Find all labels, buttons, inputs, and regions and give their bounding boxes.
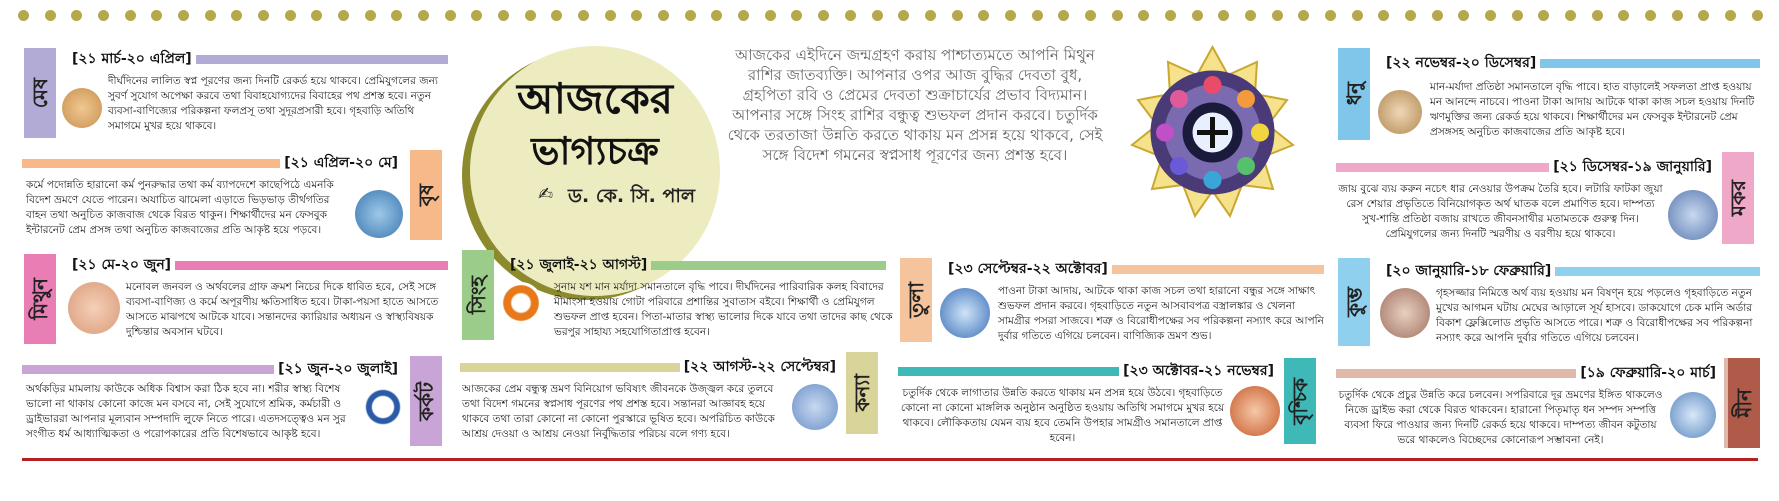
border-dot [1325,10,1336,21]
sign-header-singha [506,254,886,276]
border-dot [471,10,482,21]
border-dot [1672,10,1683,21]
sign-tab-dhanu: ধনু [1338,48,1370,140]
sign-text-tula: পাওনা টাকা আদায়, আটকে থাকা কাজ সচল তথা হারানো বন্ধুর সঙ্গে সাক্ষাৎ শুভফল প্রদান করবে। গৃহবাড়িতে নতুন আসবাবপত্র বস্ত্রালঙ্কার ও খেলনা সামগ্রীর পসরা সাজবে। শত্রু ও বিরোধীপক্ষের সব পরিকল্পনা নস্যাৎ করে আপনি দুর্বার গতিতে এগিয়ে চলবেন। বাণিজ্যিক ভ্রমণ শুভ। [998,285,1324,342]
border-dot [205,10,216,21]
border-dot [1085,10,1096,21]
border-dot [1192,10,1203,21]
sign-tab-mithun: মিথুন [24,254,56,344]
border-dot [498,10,509,21]
border-dot [1218,10,1229,21]
fish-icon [1670,392,1716,438]
sign-tab-kumbha: কুম্ভ [1338,258,1370,346]
border-dot [285,10,296,21]
border-dot [551,10,562,21]
sign-header-kanya [460,356,840,378]
border-dot [1405,10,1416,21]
sign-header-brish [22,152,402,174]
border-dot [818,10,829,21]
sign-header-karkat [22,358,402,380]
sign-date: [২০ জানুয়ারি-১৮ ফেব্রুয়ারি] [1386,263,1552,279]
sign-date: [২১ ডিসেম্বর-১৯ জানুয়ারি] [1553,159,1712,175]
border-dot [1032,10,1043,21]
border-dot [845,10,856,21]
border-dot [178,10,189,21]
border-dot [338,10,349,21]
border-dot [765,10,776,21]
border-dot [1138,10,1149,21]
virgin-icon [792,384,838,430]
sign-text-mithun: মনোবল জনবল ও অর্থবলের গ্রাফ ক্রমশ নিচের দিকে ধাবিত হবে, সেই সঙ্গে ব্যবসা-বাণিজ্য ও কর্মে অপূরণীয় ক্ষতিসাধিত হবে। টাকা-পয়সা হাতে আসতে আসতে মাঝপথে আটকে যাবে। সন্তানদের ক্যারিয়ার অধ্যয়ন ও স্বাস্থ্যবিষয়ক দুশ্চিন্তার অবসান ঘটবে। [126,281,439,338]
border-dot [525,10,536,21]
border-dot [1272,10,1283,21]
border-dot [685,10,696,21]
water-bearer-icon [1380,288,1430,338]
zodiac-wheel-icon [1125,45,1300,220]
bull-icon [355,190,403,238]
sign-header-meen [1336,362,1720,384]
border-dot [898,10,909,21]
border-dot [1112,10,1123,21]
sign-tab-makar: মকর [1722,152,1754,244]
border-dot [231,10,242,21]
border-dot [711,10,722,21]
sign-date: [২২ আগস্ট-২২ সেপ্টেম্বর] [683,359,836,375]
sign-date: [২২ নভেম্বর-২০ ডিসেম্বর] [1386,55,1537,71]
scorpion-icon [1230,386,1280,436]
border-dot [365,10,376,21]
sign-tab-brishchik: বৃশ্চিক [1284,358,1316,444]
intro-text: আজকের এইদিনে জন্মগ্রহণ করায় পাশ্চাত্যমতে আপনি মিথুন রাশির জাতব্যক্তি। আপনার ওপর আজ বুদ্ধির দেবতা বুধ, গ্রহপিতা রবি ও প্রেমের দেবতা শুক্রাচার্যের প্রভাব বিদ্যমান। আপনার সঙ্গে সিংহ রাশির বন্ধুত্ব শুভফল প্রদান করবে। চতুর্দিক থেকে তরতাজা উন্নতি করতে থাকায় মন প্রসন্ন হয়ে থাকবে, সেই সঙ্গে বিদেশ গমনের স্বপ্নসাধ পূরণের জন্য প্রশস্ত হবে। [727,46,1103,164]
border-dot [1245,10,1256,21]
border-dot [311,10,322,21]
sign-tab-brish: বৃষ [410,150,442,240]
border-dot [391,10,402,21]
border-dot [925,10,936,21]
sign-text-kumbha: গৃহসজ্জার নিমিত্তে অর্থ ব্যয় হওয়ায় মন বিষণ্ন হয়ে পড়লেও গৃহবাড়িতে নতুন মুখের আগমন ঘটায় মেঘের আড়ালে সূর্য হাসবে। ডাকযোগে চেক মানি অর্ডার বিকাশ ফ্লেক্সিলোড প্রভৃতি আসতে পারে। শত্রু ও বিরোধীপক্ষের সব পরিকল্পনা নস্যাৎ করে আপনি দুর্বার গতিতে এগিয়ে চলবেন। [1436,287,1753,344]
border-dot [1352,10,1363,21]
border-dot [1725,10,1736,21]
border-dot [658,10,669,21]
sign-header-brishchik [898,360,1278,382]
border-dot [1592,10,1603,21]
border-dot [1645,10,1656,21]
border-dot [738,10,749,21]
sign-header-kumbha [1382,260,1760,282]
sign-text-makar: জায় বুঝে ব্যয় করুন নচেৎ ধার নেওয়ার উপক্রম তৈরি হবে। লটারি ফাটকা জুয়া রেস শেয়ার প্রভৃতিতে বিনিয়োগকৃত অর্থ ঘাতক বলে প্রমাণিত হবে। দাম্পত্য সুখ-শান্তি প্রতিষ্ঠা বজায় রাখতে জীবনসাথীর মতামতকে গুরুত্ব দিন। প্রেমিযুগলের জন্য দিনটি স্মরণীয় ও বরণীয় হয়ে থাকবে। [1338,183,1663,240]
crab-icon [362,386,404,428]
border-dot [1485,10,1496,21]
pen-icon: ✍ [538,184,554,205]
border-dot [1698,10,1709,21]
border-dot [578,10,589,21]
border-dot [605,10,616,21]
sign-tab-tula: তুলা [900,258,932,342]
border-dot [151,10,162,21]
author-name: ড. কে. সি. পাল [568,185,696,207]
border-dot [631,10,642,21]
border-dot [952,10,963,21]
sign-tab-karkat: কর্কট [410,356,442,446]
border-dot [1538,10,1549,21]
border-dot [1432,10,1443,21]
border-dot [1005,10,1016,21]
sign-header-makar [1336,156,1716,178]
sign-date: [২১ এপ্রিল-২০ মে] [284,155,398,171]
sign-header-mesh [68,48,448,70]
border-dot [98,10,109,21]
sign-header-dhanu [1382,52,1760,74]
bottom-rule [22,458,1758,461]
sign-text-brishchik: চতুর্দিক থেকে লাগাতার উন্নতি করতে থাকায় মন প্রসন্ন হয়ে উঠবে। গৃহবাড়িতে কোনো না কোনো মাঙ্গলিক অনুষ্ঠান অনুষ্ঠিত হওয়ায় অতিথি সমাগমে মুখর হয়ে থাকবে। লৌকিকতায় যেমন ব্যয় হবে তেমনি উপহার সামগ্রীও সমানতালে প্রাপ্ত হবেন। [900,387,1225,444]
border-dot [1512,10,1523,21]
border-dot [1618,10,1629,21]
border-dot [45,10,56,21]
sign-header-tula [944,258,1324,280]
sign-text-karkat: অর্থকড়ির মামলায় কাউকে অধিক বিশ্বাস করা ঠিক হবে না। শরীর স্বাস্থ্য বিশেষ ভালো না থাকায় কোনো কাজে মন বসবে না, সেই সুযোগে শ্রমিক, কর্মচারী ও ড্রাইভাররা আপনার মূল্যবান সম্পদাদি লুফে নিতে পারে। এতদসত্ত্বেও মন সুর সংগীত ধর্ম আধ্যাত্মিকতা ও পরোপকারের প্রতি বিশেষভাবে আকৃষ্ট হবে। [26,383,346,440]
sign-text-singha: সুনাম যশ মান মর্যাদা সমানতালে বৃদ্ধি পাবে। দীর্ঘদিনের পারিবারিক কলহ বিবাদের মীমাংসা হওয়ায় গোটা পরিবারে প্রশান্তির সুবাতাস বইবে। শিক্ষার্থী ও প্রেমিযুগল শুভফল প্রাপ্ত হবেন। পিতা-মাতার স্বাস্থ্য ভালোর দিকে যাবে তথা তাদের কাছ থেকে ভরপুর সাহায্য সহযোগিতাপ্রাপ্ত হবেন। [554,281,893,338]
border-dot [1378,10,1389,21]
border-dot [125,10,136,21]
sign-text-mesh: দীর্ঘদিনের লালিত স্বপ্ন পূরণের জন্য দিনটি রেকর্ড হয়ে থাকবে। প্রেমিযুগলের জন্য সুবর্ণ সুযোগ অপেক্ষা করবে তথা বিবাহযোগ্যদের বিবাহের পথ প্রশস্ত হবে। নতুন ব্যবসা-বাণিজ্যের পরিকল্পনা ফলপ্রসূ তথা সুদূরপ্রসারী হবে। গৃহবাড়ি অতিথি সমাগমে মুখর হয়ে থাকবে। [108,75,438,132]
border-dot [1565,10,1576,21]
border-dot [1458,10,1469,21]
page-title-line1: আজকের [517,74,673,123]
border-dot [978,10,989,21]
border-dot [1298,10,1309,21]
sign-date: [২৩ সেপ্টেম্বর-২২ অক্টোবর] [948,261,1108,277]
goat-icon [1668,190,1718,240]
scales-icon [940,288,990,338]
sign-date: [২১ মে-২০ জুন] [72,257,172,273]
border-dot [1165,10,1176,21]
border-dot [791,10,802,21]
sign-text-dhanu: মান-মর্যাদা প্রতিষ্ঠা সমানতালে বৃদ্ধি পাবে। হাত বাড়ালেই সফলতা প্রাপ্ত হওয়ায় মন আনন্দে নাচবে। পাওনা টাকা আদায় আটকে থাকা কাজ সচল হওয়ায় দিনটি ঋণমুক্তির জন্য রেকর্ড হয়ে থাকবে। শিক্ষার্থীদের মন ফেসবুক ইন্টারনেট প্রেম প্রসঙ্গসহ অনুচিত কাজবাজের প্রতি আকৃষ্ট হবে। [1430,81,1755,138]
page-title-line2: ভাগ্যচক্র [531,128,659,173]
sign-date: [২১ মার্চ-২০ এপ্রিল] [72,51,192,67]
sign-date: [২১ জুলাই-২১ আগস্ট] [510,257,648,273]
sign-text-kanya: আজকের প্রেম বন্ধুত্ব ভ্রমণ বিনিয়োগ ভবিষ্যৎ জীবনকে উজ্জ্বল করে তুলবে তথা বিদেশ গমনের স্বপ্নসাধ পূরণের পথ প্রশস্ত হবে। সন্তানরা আজ্ঞাবহ হয়ে থাকবে তথা তারা কোনো না কোনো পুরস্কারে ভূষিত হবে। অপরিচিত কাউকে আশ্রয় দেওয়া ও আশ্রয় নেওয়া নির্বুদ্ধিতার পরিচয় বলে গণ্য হবে। [462,383,775,440]
border-dot [1058,10,1069,21]
border-dot [71,10,82,21]
sign-header-mithun [68,254,448,276]
sign-tab-mesh: মেষ [24,48,56,138]
sign-date: [২৩ অক্টোবর-২১ নভেম্বর] [1123,363,1274,379]
ram-icon [62,88,102,128]
sign-tab-meen: মীন [1724,358,1760,448]
border-dot [18,10,29,21]
lion-icon [500,282,542,324]
border-dot [1752,10,1763,21]
twins-icon [68,282,120,334]
archer-icon [1378,90,1422,134]
sign-tab-singha: সিংহ [462,250,494,340]
border-dot [445,10,456,21]
sign-text-brish: কর্মে পদোন্নতি হারানো কর্ম পুনরুদ্ধার তথা কর্ম ব্যাপদেশে কাছেপিঠে এমনকি বিদেশ ভ্রমণে যেতে পারেন। অযাচিত ঝামেলা এড়াতে ভিড়ভাড় তীর্থগতির বাহন তথা অনুচিত কাজবাজ থেকে বিরত থাকুন। শিক্ষার্থীদের মন ফেসবুক ইন্টারনেট প্রেম প্রসঙ্গ তথা অনুচিত কাজবাজের প্রতি আকৃষ্ট হয়ে পড়বে। [26,179,334,236]
border-dot [258,10,269,21]
sign-text-meen: চতুর্দিক থেকে প্রচুর উন্নতি করে চলবেন। সপরিবারে দূর ভ্রমণের ইঙ্গিত থাকলেও নিজে ড্রাইভ করা থেকে বিরত থাকবেন। হারানো পিতৃমাতৃ ধন সম্পদ সম্পত্তি ব্যবসা ফিরে পাওয়ার জন্য দিনটি রেকর্ড হয়ে থাকবে। দাম্পত্য জীবন কটুতায় ভরে থাকলেও বিচ্ছেদের কোনোরূপ সম্ভাবনা নেই। [1338,389,1663,446]
sign-tab-kanya: কন্যা [846,352,878,434]
border-dot [872,10,883,21]
border-dot [418,10,429,21]
sign-date: [১৯ ফেব্রুয়ারি-২০ মার্চ] [1580,365,1716,381]
dotted-border [18,10,1763,26]
sign-date: [২১ জুন-২০ জুলাই] [278,361,398,377]
